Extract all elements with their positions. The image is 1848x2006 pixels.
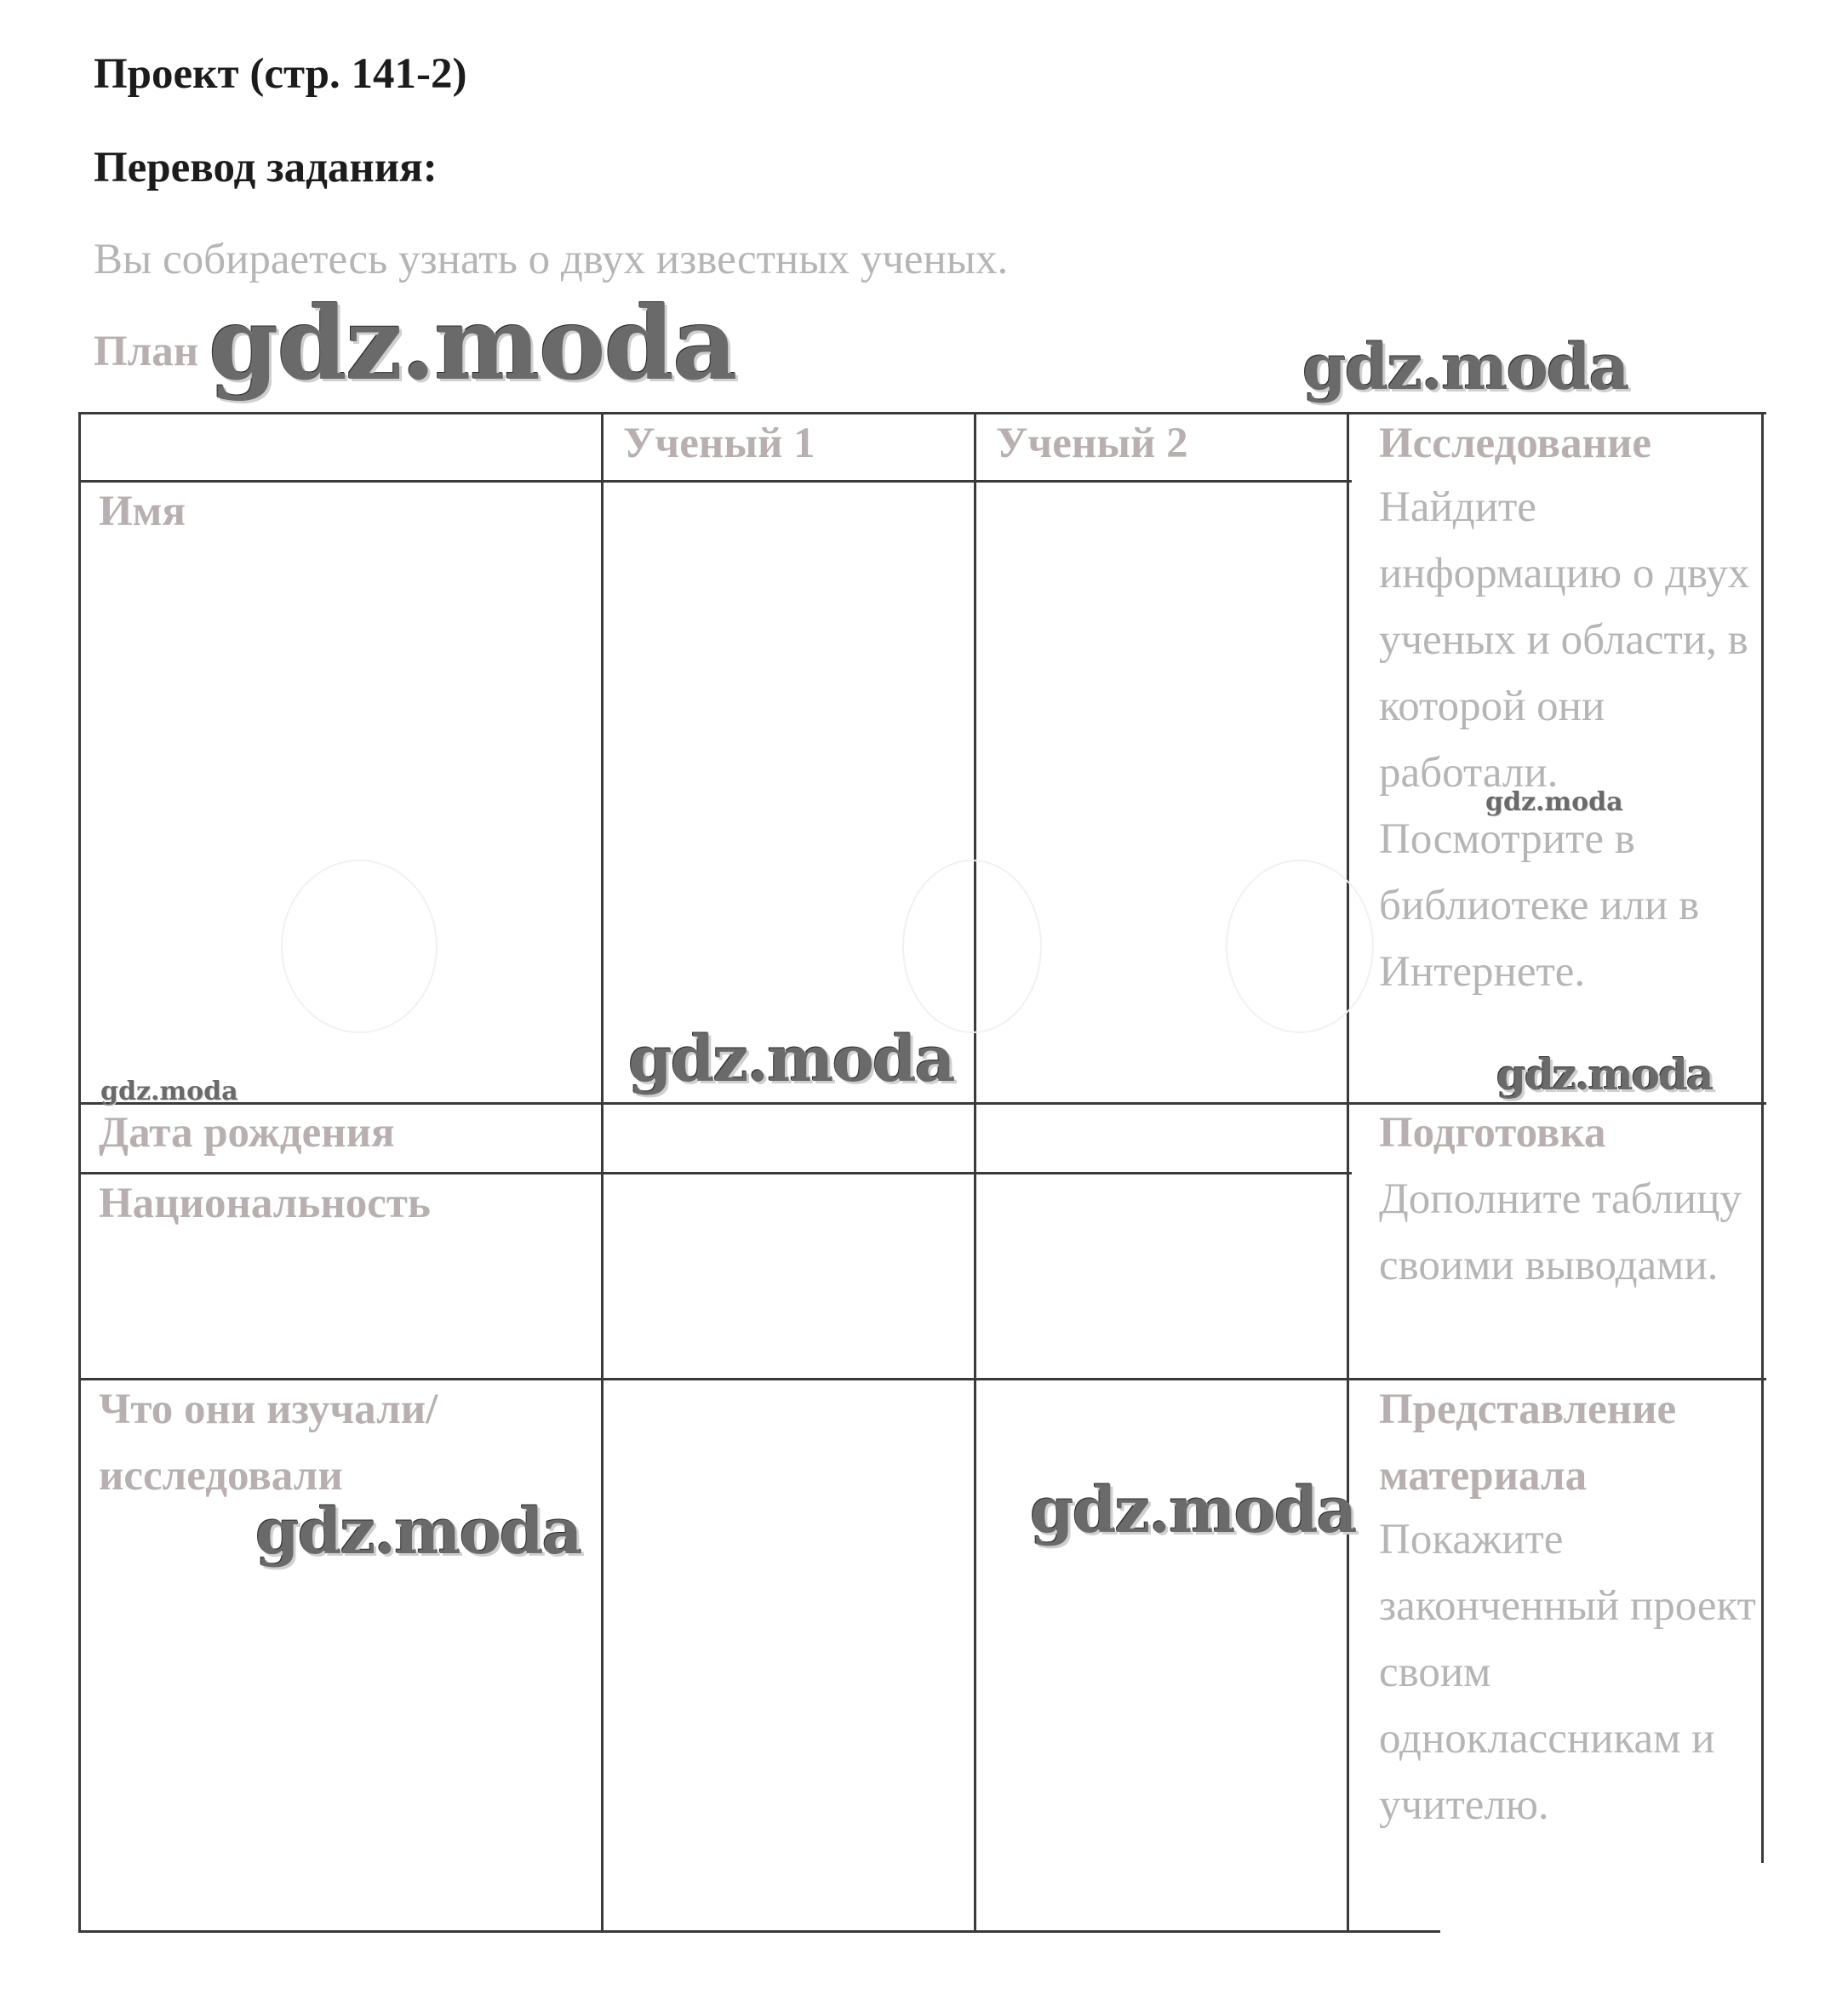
page-subtitle: Перевод задания: (94, 144, 438, 191)
table-line (601, 412, 604, 1933)
watermark-logo: gdz.moda (1485, 787, 1623, 817)
table-line (78, 1930, 1440, 1933)
row-label-birth-date: Дата рождения (99, 1109, 395, 1157)
research-text: Найдите информацию о двух ученых и области, в которой они работали. Посмотрите в библиотеке или в Интернете. (1379, 483, 1750, 996)
presentation-title: Представление материала (1379, 1386, 1677, 1500)
plan-label: План (94, 328, 199, 375)
background-mark (281, 860, 438, 1033)
preparation-text: Дополните таблицу своими выводами. (1379, 1175, 1742, 1289)
intro-text: Вы собираетесь узнать о двух известных ученых. (94, 236, 1009, 283)
table-line (1347, 412, 1349, 1933)
preparation-title: Подготовка (1379, 1109, 1606, 1157)
background-mark (1226, 860, 1374, 1033)
column-header-scientist-1: Ученый 1 (623, 420, 815, 467)
research-title: Исследование (1379, 420, 1651, 467)
watermark-logo: gdz.moda (100, 1077, 238, 1106)
page-title: Проект (стр. 141-2) (94, 50, 467, 98)
table-line (78, 412, 81, 1933)
background-mark (902, 860, 1042, 1033)
watermark-logo: gdz.moda (1496, 1049, 1713, 1100)
table-line (974, 412, 976, 1933)
row-label-studies: Что они изучали/исследовали (99, 1386, 438, 1500)
table-line (78, 480, 1352, 483)
watermark-logo: gdz.moda (628, 1023, 954, 1096)
watermark-logo: gdz.moda (1302, 331, 1628, 404)
watermark-logo: gdz.moda (209, 284, 736, 403)
watermark-logo: gdz.moda (1030, 1474, 1356, 1547)
watermark-logo: gdz.moda (255, 1495, 581, 1569)
row-label-nationality: Национальность (99, 1180, 431, 1227)
column-header-scientist-2: Ученый 2 (996, 420, 1188, 467)
row-label-name: Имя (99, 488, 186, 535)
presentation-text: Покажите законченный проект своим одноклассникам и учителю. (1379, 1516, 1756, 1829)
